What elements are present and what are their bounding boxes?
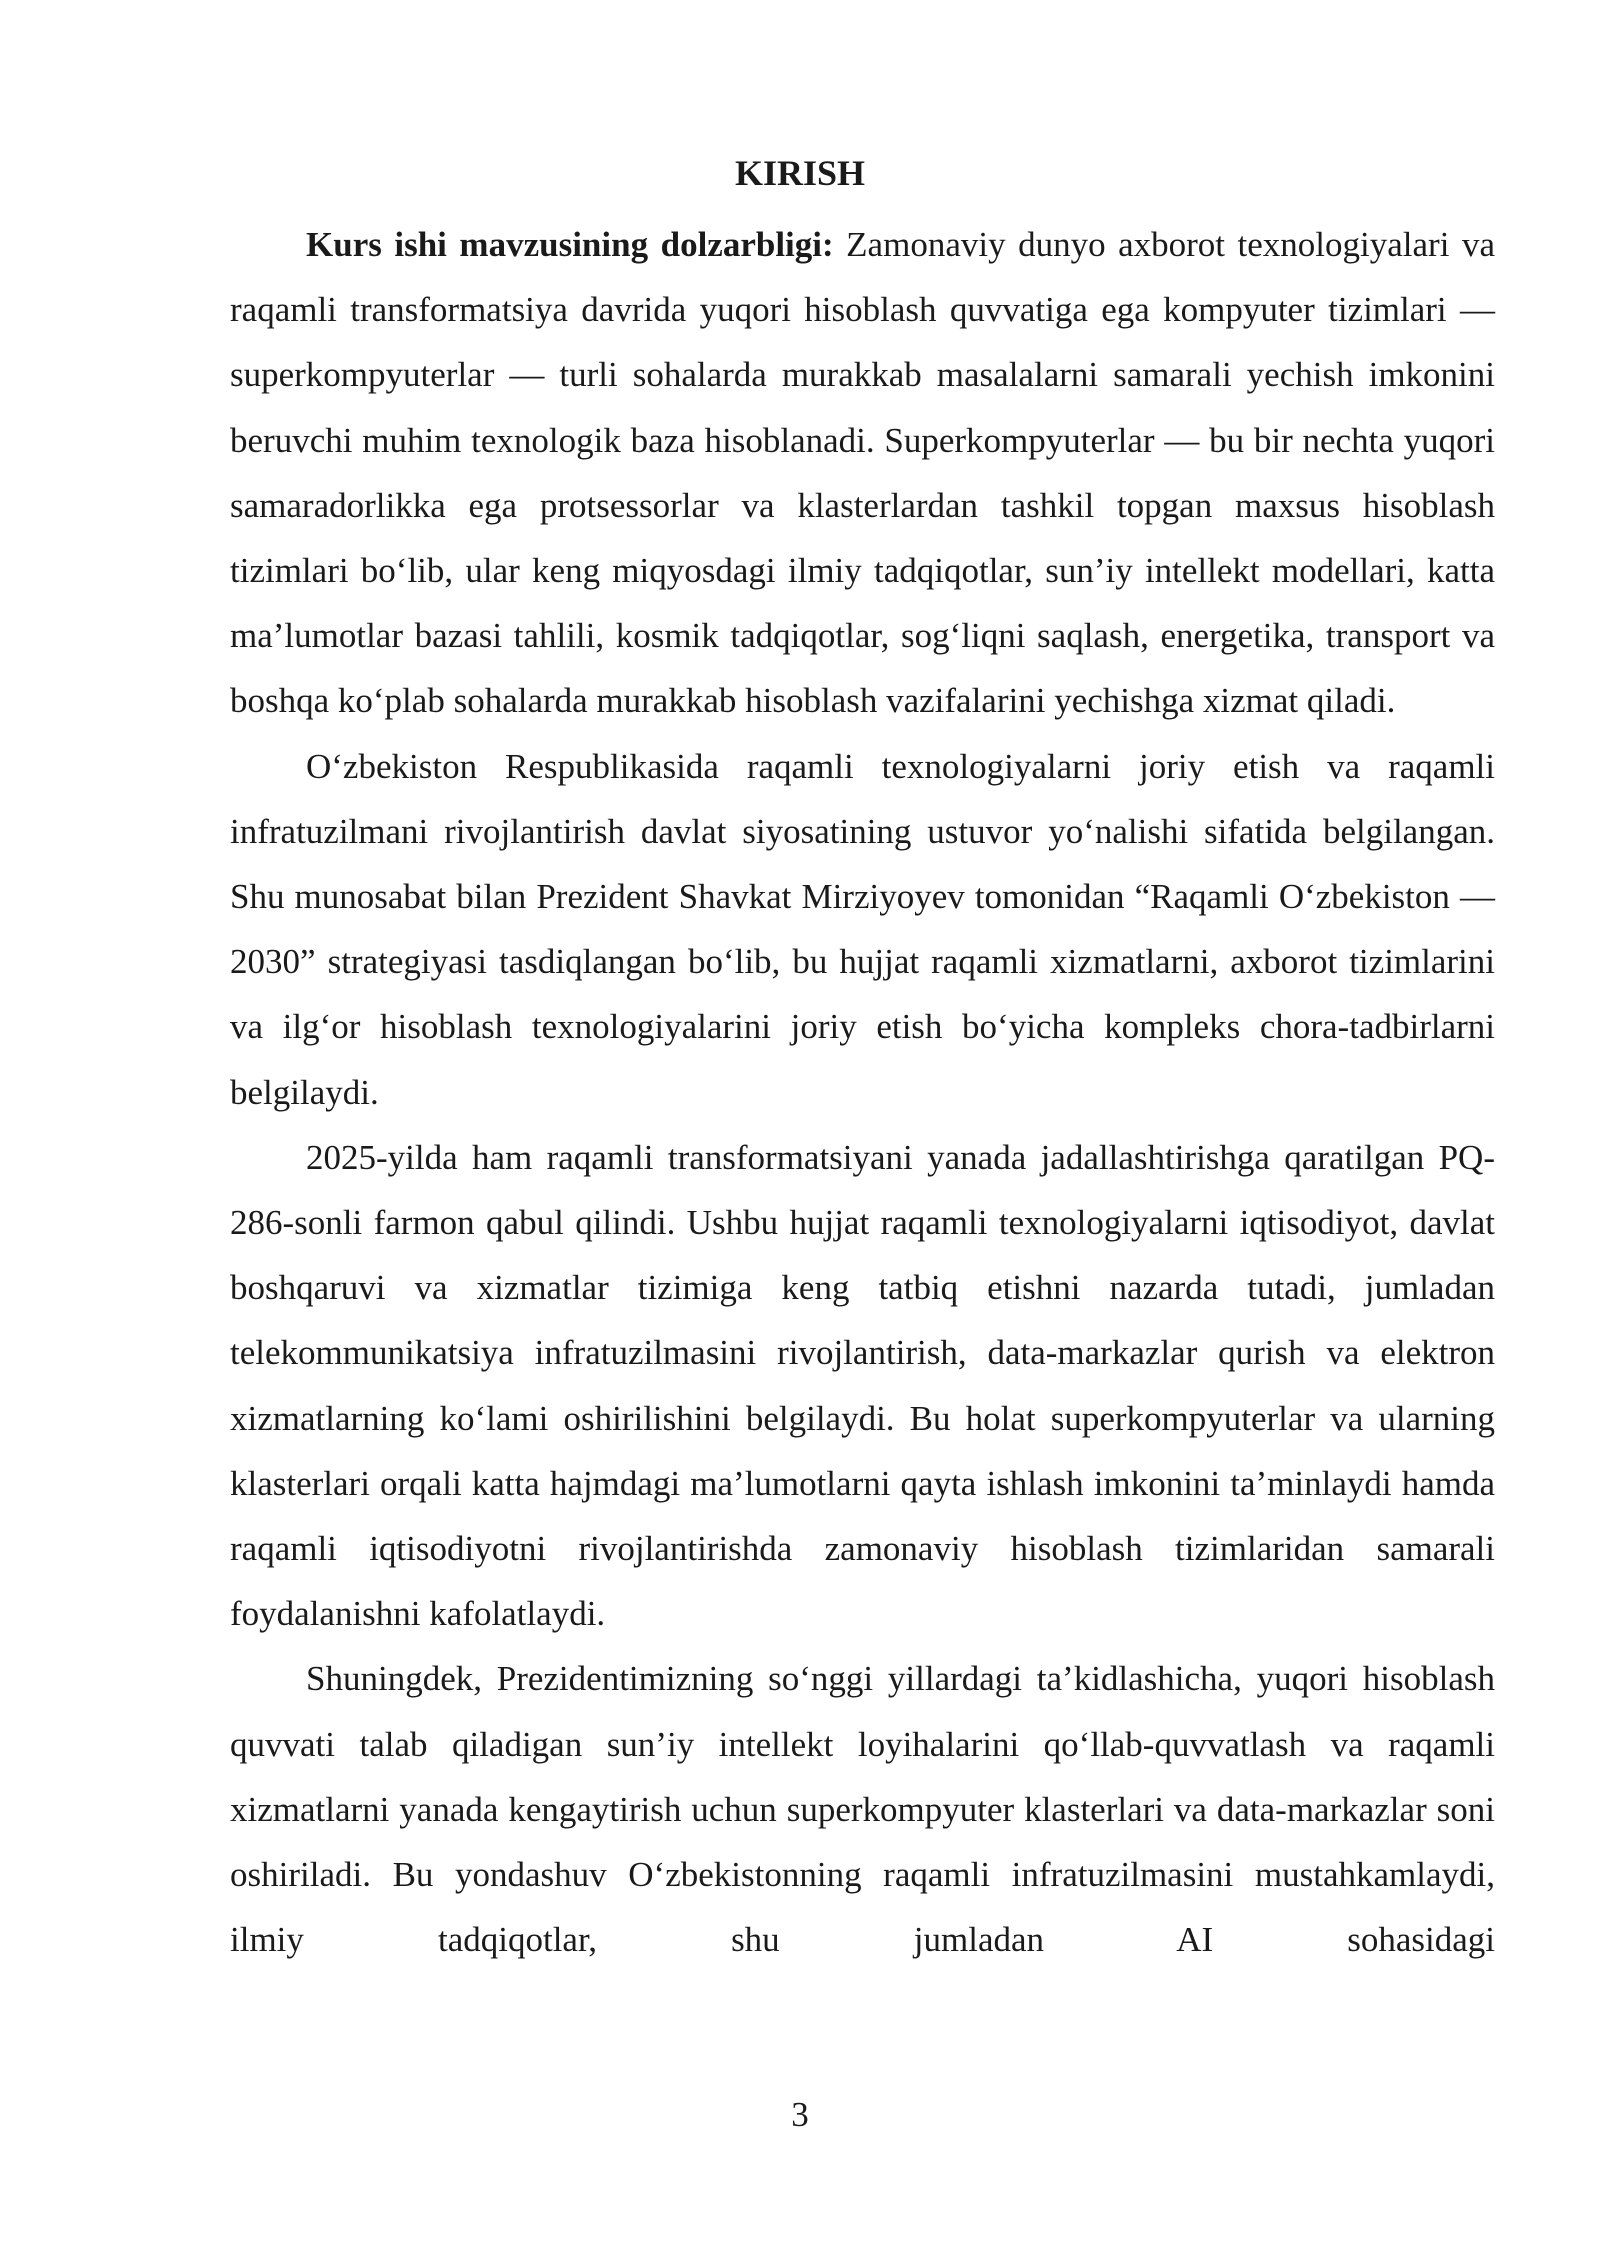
body-text (230, 212, 1495, 1972)
paragraph-text: Zamonaviy dunyo axborot texnologiyalari va raqamli transformatsiya davrida yuqori hisoblash quvvatiga ega kompyuter tizimlari — superkompyuterlar — turli sohalarda murakkab masalalarni samarali yechish imkonini beruvchi muhim texnologik baza hisoblanadi. Superkompyuterlar — bu bir nechta yuqori samaradorlikka ega protsessorlar va klasterlardan tashkil topgan maxsus hisoblash tizimlari bo‘lib, ular keng miqyosdagi ilmiy tadqiqotlar, sun’iy intellekt modellari, katta ma’lumotlar bazasi tahlili, kosmik tadqiqotlar, sog‘liqni saqlash, energetika, transport va boshqa ko‘plab sohalarda murakkab hisoblash vazifalarini yechishga xizmat qiladi. (230, 225, 1495, 721)
paragraph-relevance (230, 212, 1495, 734)
paragraph-ai-infrastructure (230, 1646, 1495, 1972)
paragraph-text: O‘zbekiston Respublikasida raqamli texnologiyalarni joriy etish va raqamli infratuzilmani rivojlantirish davlat siyosatining ustuvor yo‘nalishi sifatida belgilangan. Shu munosabat bilan Prezident Shavkat Mirziyoyev tomonidan “Raqamli O‘zbekiston — 2030” strategiyasi tasdiqlangan bo‘lib, bu hujjat raqamli xizmatlarni, axborot tizimlarini va ilg‘or hisoblash texnologiyalarini joriy etish bo‘yicha kompleks chora-tadbirlarni belgilaydi. (230, 746, 1495, 1112)
section-heading: KIRISH (734, 153, 866, 193)
paragraph-text: 2025-yilda ham raqamli transformatsiyani yanada jadallashtirishga qaratilgan PQ-286-sonli farmon qabul qilindi. Ushbu hujjat raqamli texnologiyalarni iqtisodiyot, davlat boshqaruvi va xizmatlar tizimiga keng tatbiq etishni nazarda tutadi, jumladan telekommunikatsiya infratuzilmasini rivojlantirish, data-markazlar qurish va elektron xizmatlarning ko‘lami oshirilishini belgilaydi. Bu holat superkompyuterlar va ularning klasterlari orqali katta hajmdagi ma’lumotlarni qayta ishlash imkonini ta’minlaydi hamda raqamli iqtisodiyotni rivojlantirishda zamonaviy hisoblash tizimlaridan samarali foydalanishni kafolatlaydi. (230, 1137, 1495, 1634)
paragraph-lead: Kurs ishi mavzusining dolzarbligi: (306, 225, 834, 264)
paragraph-text: Shuningdek, Prezidentimizning so‘nggi yillardagi ta’kidlashicha, yuqori hisoblash quvvati talab qiladigan sun’iy intellekt loyihalarini qo‘llab-quvvatlash va raqamli xizmatlarni yanada kengaytirish uchun superkompyuter klasterlari va data-markazlar soni oshiriladi. Bu yondashuv O‘zbekistonning raqamli infratuzilmasini mustahkamlaydi, ilmiy tadqiqotlar, shu jumladan AI sohasidagi (230, 1659, 1495, 1960)
page-number: 3 (791, 2095, 809, 2134)
paragraph-digital-strategy (230, 734, 1495, 1125)
paragraph-decree (230, 1125, 1495, 1647)
